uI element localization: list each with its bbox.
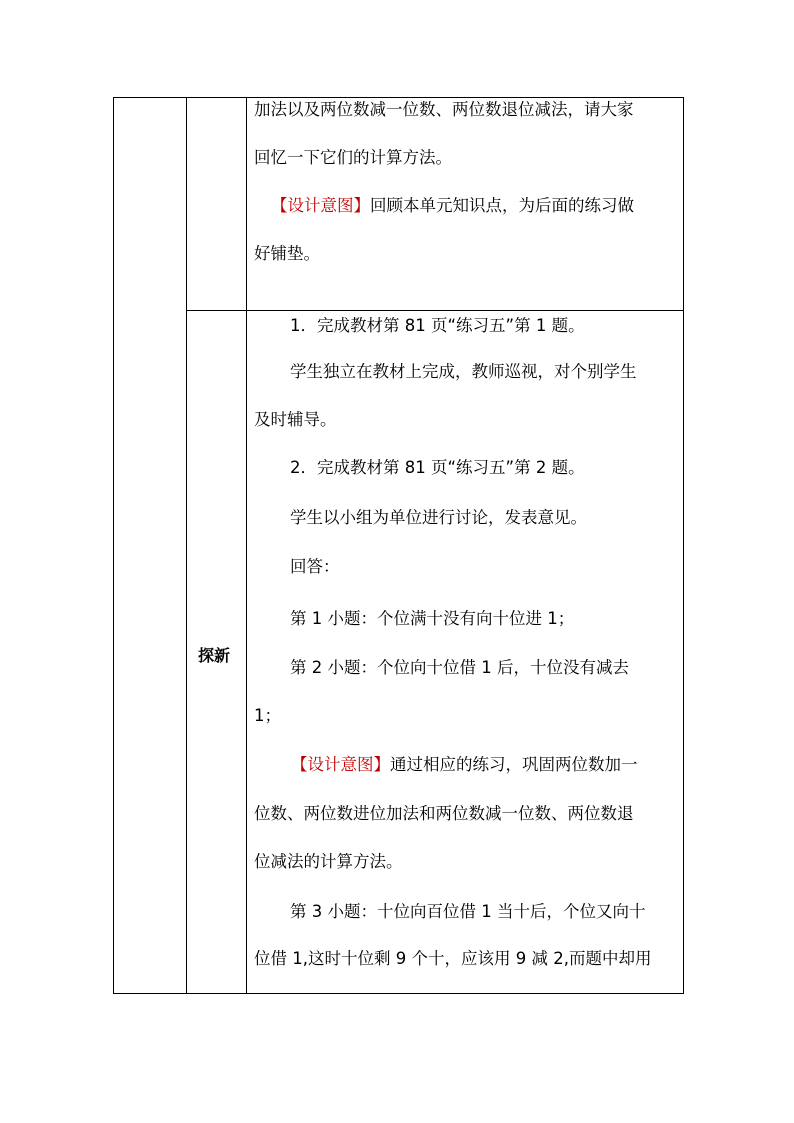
row1-intent-cont: 好铺垫。 [254, 244, 320, 263]
section-label-tanxin: 探新 [198, 646, 231, 665]
row2-intent-cont2: 位减法的计算方法。 [254, 852, 403, 871]
row2-p8b: 位借 1,这时十位剩 9 个十，应该用 9 减 2,而题中却用 [254, 949, 652, 968]
row2-p7a: 第 2 小题：个位向十位借 1 后，十位没有减去 [290, 658, 629, 677]
row-divider [186, 310, 683, 311]
row2-p1: 1．完成教材第 81 页“练习五”第 1 题。 [290, 316, 585, 335]
lesson-table [113, 97, 684, 994]
design-intent-tag-2: 【设计意图】 [291, 755, 390, 774]
row2-p2a: 学生独立在教材上完成，教师巡视，对个别学生 [290, 362, 637, 381]
row2-p7b: 1； [254, 706, 281, 725]
row2-p4: 学生以小组为单位进行讨论，发表意见。 [290, 508, 587, 527]
row2-p6: 第 1 小题：个位满十没有向十位进 1； [290, 609, 575, 628]
row1-line1: 加法以及两位数减一位数、两位数退位减法，请大家 [254, 100, 634, 119]
row2-intent-cont1: 位数、两位数进位加法和两位数减一位数、两位数退 [254, 804, 634, 823]
column-divider-2 [246, 98, 247, 993]
design-intent-text: 回顾本单元知识点，为后面的练习做 [370, 196, 634, 215]
row1-line2: 回忆一下它们的计算方法。 [254, 148, 452, 167]
row2-intent [291, 753, 638, 777]
row2-p8a: 第 3 小题：十位向百位借 1 当十后，个位又向十 [290, 902, 646, 921]
design-intent-tag: 【设计意图】 [271, 196, 370, 215]
row2-p5: 回答： [290, 557, 340, 576]
design-intent-text-2: 通过相应的练习，巩固两位数加一 [390, 755, 638, 774]
row2-p2b: 及时辅导。 [254, 410, 337, 429]
row1-intent [271, 194, 634, 218]
row2-p3: 2．完成教材第 81 页“练习五”第 2 题。 [290, 458, 585, 477]
column-divider-1 [186, 98, 187, 993]
